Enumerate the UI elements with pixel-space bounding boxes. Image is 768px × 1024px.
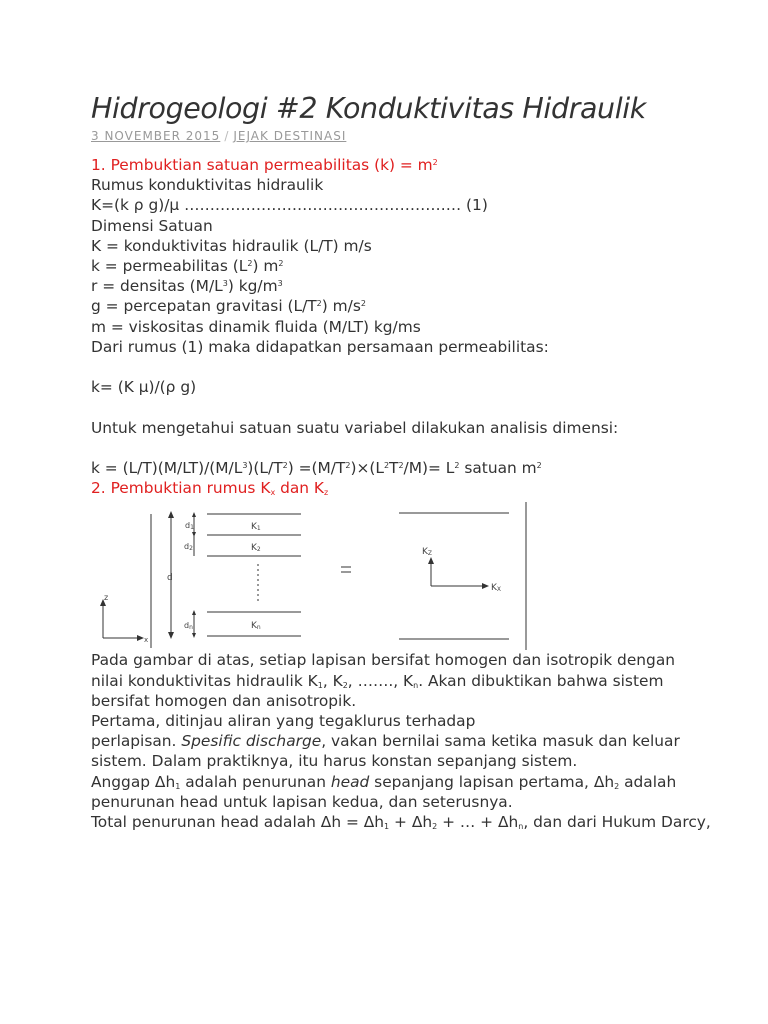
label-z-axis: z	[104, 593, 109, 603]
layered-system-diagram	[91, 502, 541, 650]
variable-K: K = konduktivitas hidraulik (L/T) m/s	[91, 236, 372, 255]
post-content	[91, 155, 711, 832]
label-K2: K2	[251, 543, 261, 554]
label-d1: d1	[185, 521, 194, 532]
label-K1: K1	[251, 522, 261, 533]
label-Kz: KZ	[422, 547, 433, 558]
meta-separator: /	[224, 129, 230, 143]
paragraph-specific-discharge: perlapisan. Spesific discharge, vakan bernilai sama ketika masuk dan keluar sistem. Dalam praktiknya, itu harus konstan sepanjang sistem.	[91, 732, 680, 771]
layered-system-figure	[91, 502, 711, 650]
label-x-axis: x	[144, 636, 149, 645]
variable-g: g = percepatan gravitasi $(L/T^2)$ $m/s^2$	[91, 297, 366, 316]
formula-k: k= (K μ)/(ρ g)	[91, 378, 197, 397]
section1-heading: 1. Pembuktian satuan permeabilitas $(k) = m^2$	[91, 156, 438, 174]
post-date-link[interactable]: 3 NOVEMBER 2015	[91, 129, 221, 143]
section2-heading: 2. Pembuktian rumus $K_x$ dan $K_z$	[91, 479, 329, 498]
label-Kn: Kn	[251, 621, 261, 632]
paragraph-layers: Pada gambar di atas, setiap lapisan bersifat homogen dan isotropik dengan nilai konduktivitas hidraulik $K_1$, $K_2$, ……., $K_n$. Akan dibuktikan bahwa sistem bersifat homogen dan anisotropik.	[91, 651, 676, 710]
dimension-analysis-formula: $k = (L/T)(M/LT)/(M/L^3)(L/T^2) =(M/T^2)\times(L^2T^2/M)= L^2$ satuan $m^2$	[91, 459, 542, 477]
label-dn: dn	[184, 621, 193, 632]
post-title: Hidrogeologi #2 Konduktivitas Hidraulik	[91, 92, 646, 125]
post-author-link[interactable]: JEJAK DESTINASI	[233, 129, 347, 143]
label-d2: d2	[184, 542, 193, 553]
variable-m: m = viskositas dinamik fluida (M/LT) kg/ms	[91, 317, 421, 336]
paragraph-total-head-loss: Total penurunan head adalah $\Delta h = \Delta h_1 + \Delta h_2$ + … + $\Delta h_n$, dan dari Hukum Darcy,	[91, 813, 711, 832]
formula-intro: Rumus konduktivitas hidraulik	[91, 176, 324, 195]
paragraph-head-loss: Anggap $\Delta h_1$ adalah penurunan head sepanjang lapisan pertama, $\Delta h_2$ adalah penurunan head untuk lapisan kedua, dan seterusnya.	[91, 772, 677, 811]
dimension-analysis-intro: Untuk mengetahui satuan suatu variabel dilakukan analisis dimensi:	[91, 418, 619, 437]
permeability-intro: Dari rumus (1) maka didapatkan persamaan permeabilitas:	[91, 337, 549, 356]
label-total-thickness: d	[167, 573, 173, 584]
variable-k: k = permeabilitas $(L^2)$ $m^2$	[91, 257, 284, 276]
variable-r: r = densitas $(M/L^3)$ $kg/m^3$	[91, 277, 283, 296]
post-meta	[91, 129, 346, 143]
formula-K: K=(k ρ g)/μ ……………………………………………… (1)	[91, 196, 488, 215]
paragraph-flow-perpendicular: Pertama, ditinjau aliran yang tegaklurus terhadap	[91, 712, 476, 731]
dimension-heading: Dimensi Satuan	[91, 216, 213, 235]
label-Kx: KX	[491, 583, 502, 594]
